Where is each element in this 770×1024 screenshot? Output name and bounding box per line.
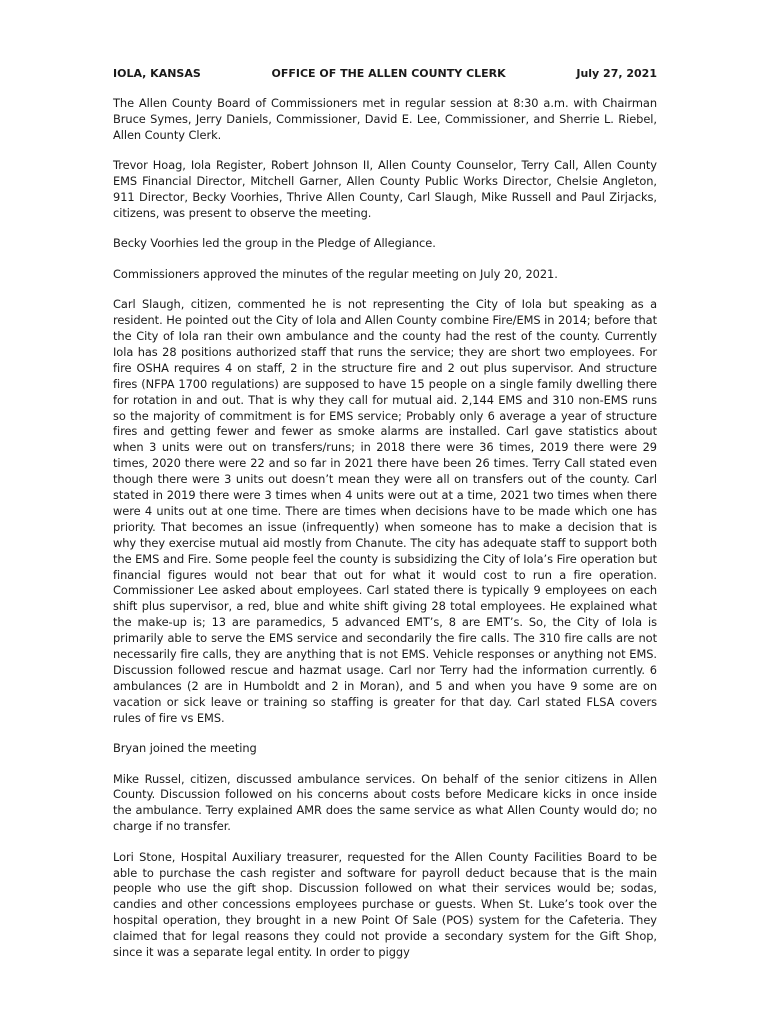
paragraph-minutes: Commissioners approved the minutes of the regular meeting on July 20, 2021. <box>113 266 558 281</box>
paragraph-observers: Trevor Hoag, Iola Register, Robert Johnson II, Allen County Counselor, Terry Call, Allen County EMS Financial Director, Mitchell Garner, Allen County Public Works Director, Chelsie Angleton, 911 Director, Becky Voorhies, Thrive Allen County, Carl Slaugh, Mike Russell and Paul Zirjacks, citizens, was present to observe the meeting. <box>113 158 657 220</box>
header-date: July 27, 2021 <box>576 67 657 80</box>
paragraph-lori-stone: Lori Stone, Hospital Auxiliary treasurer, requested for the Allen County Facilities Board to be able to purchase the cash register and software for payroll deduct because that is the main people who use the gift shop. Discussion followed on what their services would be; sodas, candies and other concessions employees purchase or guests. When St. Luke’s took over the hospital operation, they brought in a new Point Of Sale (POS) system for the Cafeteria. They claimed that for legal reasons they could not provide a secondary system for the Gift Shop, since it was a separate legal entity. In order to piggy <box>113 849 657 960</box>
paragraph-bryan-joined: Bryan joined the meeting <box>113 741 257 756</box>
paragraph-pledge: Becky Voorhies led the group in the Pledge of Allegiance. <box>113 236 436 251</box>
header-location: IOLA, KANSAS <box>113 67 201 80</box>
document-page <box>113 66 657 976</box>
paragraph-mike-russel: Mike Russel, citizen, discussed ambulance services. On behalf of the senior citizens in Allen County. Discussion followed on his concerns about costs before Medicare kicks in once inside the ambulance. Terry explained AMR does the same service as what Allen County would do; no charge if no transfer. <box>113 771 657 834</box>
document-header <box>113 66 657 82</box>
paragraph-attendance: The Allen County Board of Commissioners met in regular session at 8:30 a.m. with Chairman Bruce Symes, Jerry Daniels, Commissioner, David E. Lee, Commissioner, and Sherrie L. Riebel, Allen County Clerk. <box>113 96 657 142</box>
header-office: OFFICE OF THE ALLEN COUNTY CLERK <box>271 67 506 80</box>
paragraph-carl-slaugh: Carl Slaugh, citizen, commented he is not representing the City of Iola but speaking as a resident. He pointed out the City of Iola and Allen County combine Fire/EMS in 2014; before that the City of Iola ran their own ambulance and the county had the rest of the county. Currently Iola has 28 positions authorized staff that runs the service; they are short two employees. For fire OSHA requires 4 on staff, 2 in the structure fire and 2 out plus supervisor. And structure fires (NFPA 1700 regulations) are supposed to have 15 people on a single family dwelling there for rotation in and out. That is why they call for mutual aid. 2,144 EMS and 310 non-EMS runs so the majority of commitment is for EMS service; Probably only 6 average a year of structure fires and getting fewer and fewer as smoke alarms are installed. Carl gave statistics about when 3 units were out on transfers/runs; in 2018 there were 36 times, 2019 there were 29 times, 2020 there were 22 and so far in 2021 there have been 26 times. Terry Call stated even though there were 3 units out doesn’t mean they were all on transfers out of the county. Carl stated in 2019 there were 3 times when 4 units were out at a time, 2021 two times when there were 4 units out at one time. There are times when decisions have to be made which one has priority. That becomes an issue (infrequently) when someone has to make a decision that is why they exercise mutual aid mostly from Chanute. The city has adequate staff to support both the EMS and Fire. Some people feel the county is subsidizing the City of Iola’s Fire operation but financial figures would not bear that out for what it would cost to run a fire operation. Commissioner Lee asked about employees. Carl stated there is typically 9 employees on each shift plus supervisor, a red, blue and white shift giving 28 total employees. He explained what the make-up is; 13 are paramedics, 5 advanced EMT’s, 8 are EMT’s. So, the City of Iola is primarily able to serve the EMS service and secondarily the fire calls. The 310 fire calls are not necessarily fire calls, they are anything that is not EMS. Vehicle responses or anything not EMS. Discussion followed rescue and hazmat usage. Carl nor Terry had the information currently. 6 ambulances (2 are in Humboldt and 2 in Moran), and 5 and when you have 9 some are on vacation or sick leave or training so staffing is greater for that day. Carl stated FLSA covers rules of fire vs EMS. <box>113 297 657 725</box>
